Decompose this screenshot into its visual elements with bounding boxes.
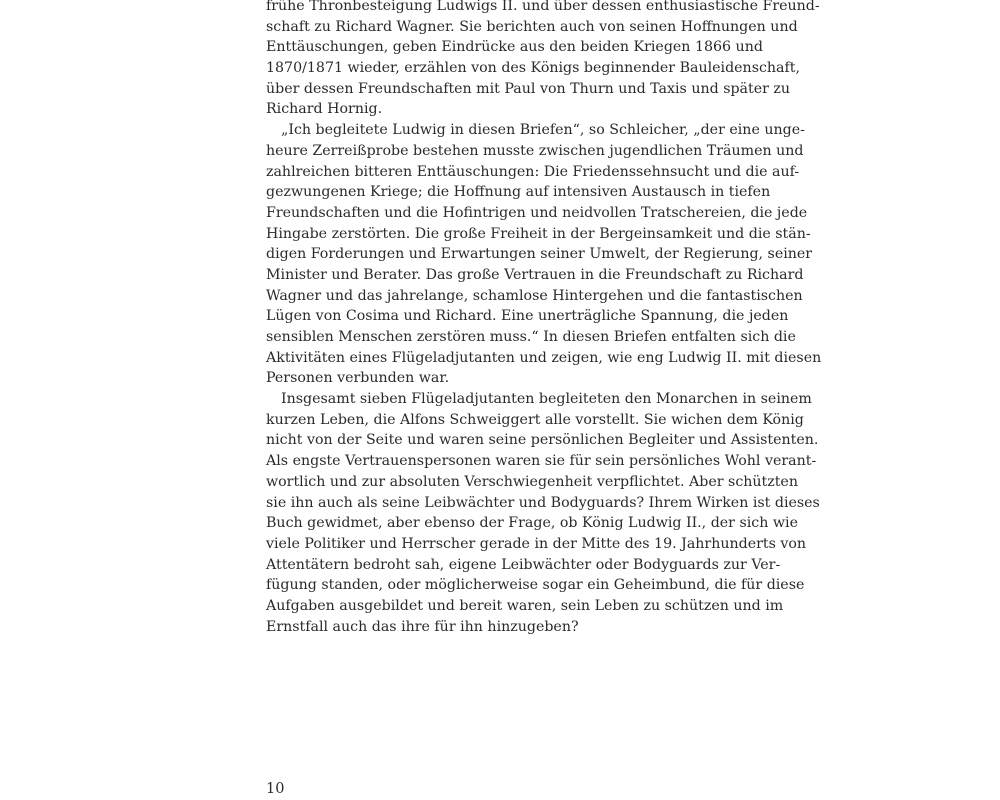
- text-line: Lügen von Cosima und Richard. Eine unerträgliche Spannung, die jeden: [266, 308, 789, 325]
- text-line: Freundschaften und die Hofintrigen und neidvollen Tratschereien, die jede: [266, 204, 808, 221]
- text-line: nicht von der Seite und waren seine persönlichen Begleiter und Assistenten.: [266, 432, 819, 449]
- text-line: Minister und Berater. Das große Vertrauen in die Freundschaft zu Richard: [266, 266, 804, 283]
- text-line: Ernstfall auch das ihre für ihn hinzugeben?: [266, 618, 579, 635]
- text-line: Hingabe zerstörten. Die große Freiheit in der Bergeinsamkeit und die stän-: [266, 225, 811, 242]
- text-line: zahlreichen bitteren Enttäuschungen: Die Friedenssehnsucht und die auf-: [266, 163, 800, 180]
- text-line: sie ihn auch als seine Leibwächter und Bodyguards? Ihrem Wirken ist dieses: [266, 494, 820, 511]
- text-line: Wagner und das jahrelange, schamlose Hintergehen und die fantastischen: [266, 287, 803, 304]
- text-line: sensiblen Menschen zerstören muss.“ In diesen Briefen entfalten sich die: [266, 329, 796, 345]
- text-line: über dessen Freundschaften mit Paul von Thurn und Taxis und später zu: [266, 80, 791, 97]
- text-line: kurzen Leben, die Alfons Schweiggert alle vorstellt. Sie wichen dem König: [266, 411, 804, 428]
- text-line: Attentätern bedroht sah, eigene Leibwächter oder Bodyguards zur Ver-: [266, 556, 781, 573]
- text-line: Aktivitäten eines Flügeladjutanten und zeigen, wie eng Ludwig II. mit diesen: [266, 349, 822, 366]
- paragraph: [266, 0, 820, 120]
- body-text: [266, 0, 822, 637]
- text-line: schaft zu Richard Wagner. Sie berichten auch von seinen Hoffnungen und: [266, 18, 798, 35]
- text-line: wortlich und zur absoluten Verschwiegenheit verpflichtet. Aber schützten: [266, 473, 798, 490]
- text-line: viele Politiker und Herrscher gerade in der Mitte des 19. Jahrhunderts von: [266, 535, 807, 552]
- text-line: Insgesamt sieben Flügeladjutanten begleiteten den Monarchen in seinem: [281, 391, 812, 408]
- text-line: 1870/1871 wieder, erzählen von des Königs beginnender Bauleidenschaft,: [266, 60, 800, 77]
- page-number: 10: [266, 781, 285, 797]
- text-line: „Ich begleitete Ludwig in diesen Briefen“, so Schleicher, „der eine unge-: [281, 122, 805, 139]
- paragraph: [266, 389, 820, 637]
- text-line: gezwungenen Kriege; die Hoffnung auf intensiven Austausch in tiefen: [266, 184, 771, 201]
- text-line: Enttäuschungen, geben Eindrücke aus den beiden Kriegen 1866 und: [266, 39, 763, 56]
- text-line: Richard Hornig.: [266, 101, 383, 118]
- text-line: heure Zerreißprobe bestehen musste zwischen jugendlichen Träumen und: [266, 142, 804, 159]
- text-line: Aufgaben ausgebildet und bereit waren, sein Leben zu schützen und im: [266, 597, 784, 614]
- text-line: frühe Thronbesteigung Ludwigs II. und über dessen enthusiastische Freund-: [266, 0, 820, 14]
- text-line: Personen verbunden war.: [266, 370, 450, 387]
- text-line: Buch gewidmet, aber ebenso der Frage, ob König Ludwig II., der sich wie: [266, 515, 798, 532]
- paragraph: [266, 120, 822, 389]
- text-line: Als engste Vertrauenspersonen waren sie für sein persönliches Wohl verant-: [266, 453, 817, 470]
- text-line: digen Forderungen und Erwartungen seiner Umwelt, der Regierung, seiner: [266, 246, 813, 263]
- text-line: fügung standen, oder möglicherweise sogar ein Geheimbund, die für diese: [266, 577, 805, 594]
